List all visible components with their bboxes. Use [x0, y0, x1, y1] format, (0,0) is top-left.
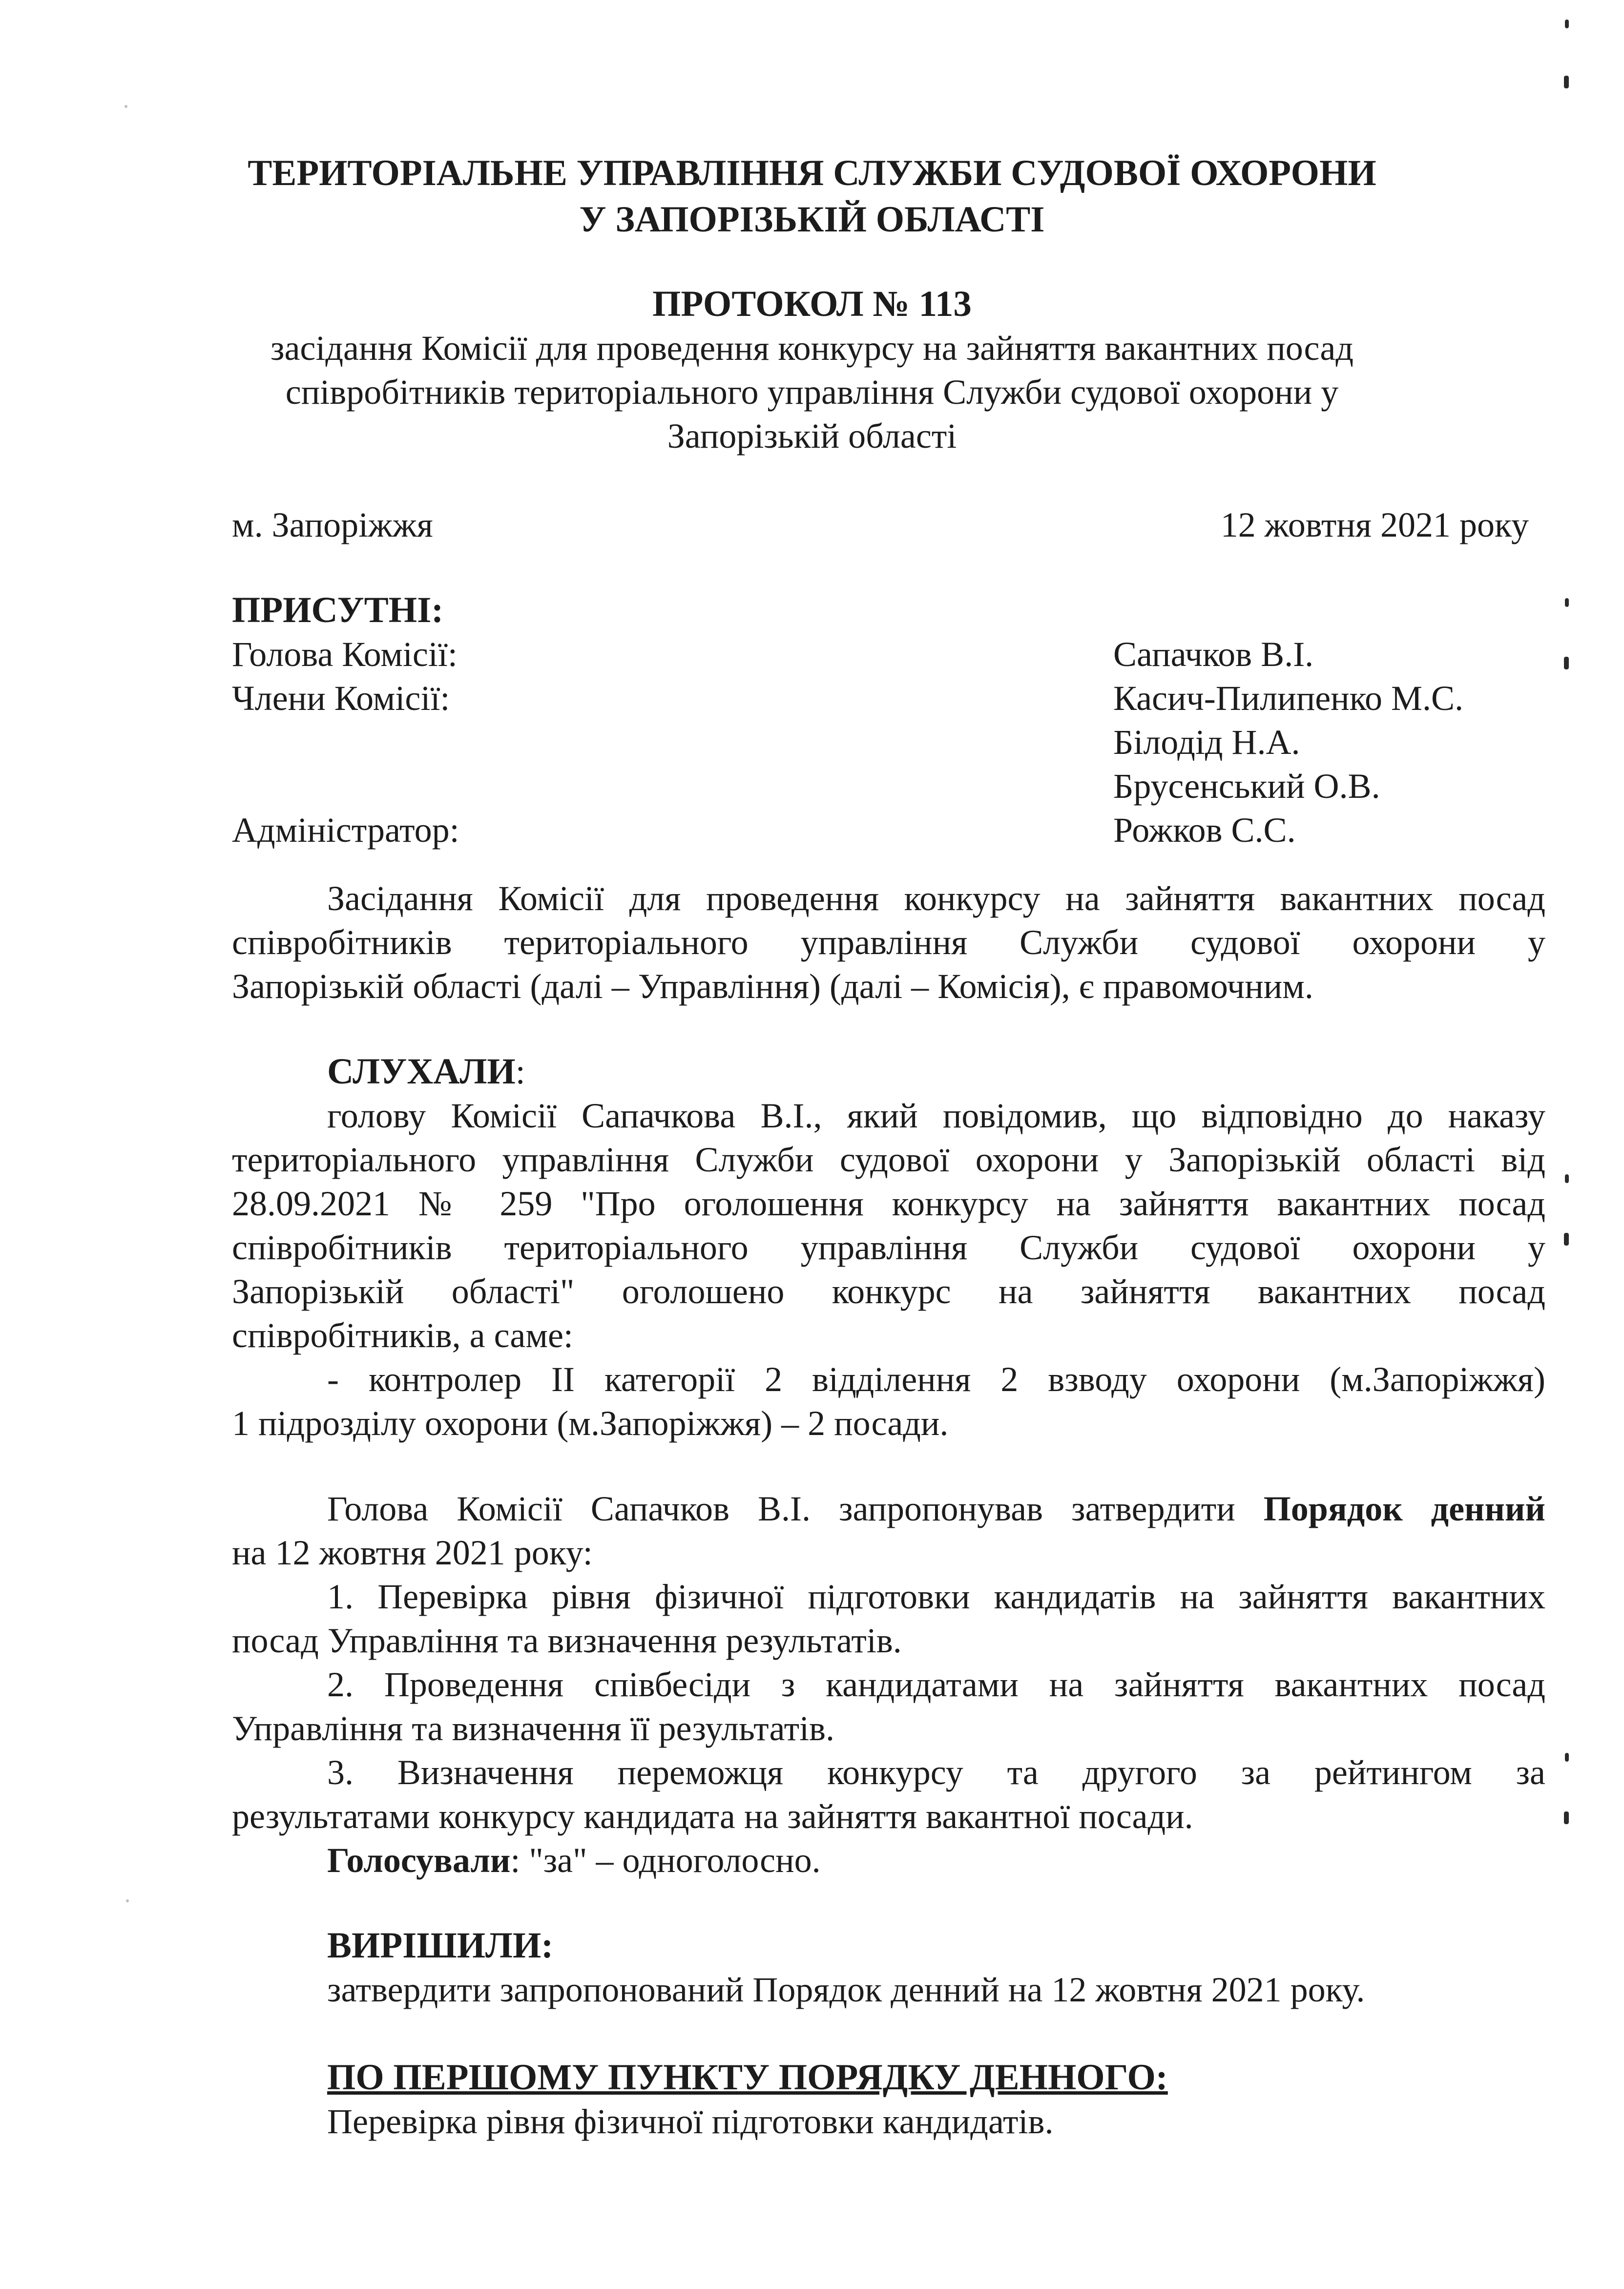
attendance-heading: ПРИСУТНІ: [232, 590, 444, 630]
quorum-line-2: співробітників територіального управління Служби судової охорони у [232, 923, 1545, 962]
heard-line-6: співробітників, а саме: [232, 1316, 573, 1355]
agenda-item-1-line-2: посад Управління та визначення результатів. [232, 1621, 902, 1660]
heard-line-5: Запорізькій області" оголошено конкурс на зайняття вакантних посад [232, 1272, 1545, 1311]
decided-text: затвердити запропонований Порядок денний на 12 жовтня 2021 року. [327, 1970, 1365, 2009]
vote-label: Голосували [327, 1841, 511, 1880]
heard-line-4: співробітників територіального управління Служби судової охорони у [232, 1228, 1545, 1267]
agenda-intro-line-1 [327, 1487, 1545, 1531]
org-title-line1: ТЕРИТОРІАЛЬНЕ УПРАВЛІННЯ СЛУЖБИ СУДОВОЇ ОХОРОНИ [248, 153, 1376, 193]
member-name-2: Білодід Н.А. [1113, 723, 1300, 762]
agenda-item-2-line-1: 2. Проведення співбесіди з кандидатами на зайняття вакантних посад [327, 1665, 1545, 1704]
scan-mark [1565, 1174, 1569, 1183]
agenda-item-2-line-2: Управління та визначення її результатів. [232, 1709, 835, 1748]
scan-mark [1564, 1233, 1569, 1246]
heard-line-3: 28.09.2021 № 259 "Про оголошення конкурсу на зайняття вакантних посад [232, 1184, 1545, 1223]
heard-line-1: голову Комісії Сапачкова В.І., який повідомив, що відповідно до наказу [327, 1096, 1545, 1135]
quorum-line-1: Засідання Комісії для проведення конкурсу на зайняття вакантних посад [327, 879, 1545, 918]
member-name-1: Касич-Пилипенко М.С. [1113, 679, 1464, 718]
vote-line [327, 1838, 821, 1882]
scan-mark [1564, 1811, 1569, 1824]
scan-speck [125, 105, 127, 108]
first-item-text: Перевірка рівня фізичної підготовки кандидатів. [327, 2102, 1054, 2141]
first-item-heading: ПО ПЕРШОМУ ПУНКТУ ПОРЯДКУ ДЕННОГО: [327, 2057, 1168, 2098]
admin-role: Адміністратор: [232, 811, 459, 850]
scan-mark [1564, 76, 1569, 88]
agenda-item-3-line-2: результатами конкурсу кандидата на зайняття вакантної посади. [232, 1797, 1193, 1836]
heard-heading-label: СЛУХАЛИ [327, 1051, 516, 1092]
heard-heading-colon: : [515, 1052, 525, 1091]
scan-mark [1565, 598, 1569, 607]
agenda-item-3-line-1: 3. Визначення переможця конкурсу та другого за рейтингом за [327, 1753, 1545, 1792]
chair-role: Голова Комісії: [232, 635, 458, 674]
scan-mark [1565, 20, 1569, 28]
decided-heading: ВИРІШИЛИ: [327, 1925, 554, 1966]
agenda-intro-bold: Порядок денний [1263, 1489, 1545, 1528]
heard-line-2: територіального управління Служби судової охорони у Запорізькій області від [232, 1140, 1545, 1179]
vote-result: : "за" – одноголосно. [510, 1841, 821, 1880]
scan-speck [126, 1899, 129, 1902]
agenda-intro-text: Голова Комісії Сапачков В.І. запропонував затвердити [327, 1489, 1264, 1528]
member-name-3: Брусенський О.В. [1113, 767, 1380, 806]
scan-mark [1564, 657, 1569, 669]
protocol-subtitle-line1: засідання Комісії для проведення конкурсу на зайняття вакантних посад [271, 329, 1353, 368]
protocol-subtitle-line3: Запорізькій області [667, 416, 957, 456]
chair-name: Сапачков В.І. [1113, 635, 1314, 674]
agenda-intro-line-2: на 12 жовтня 2021 року: [232, 1533, 593, 1572]
protocol-title: ПРОТОКОЛ № 113 [652, 284, 972, 324]
protocol-subtitle-line2: співробітників територіального управління Служби судової охорони у [285, 373, 1339, 412]
org-title-line2: У ЗАПОРІЗЬКІЙ ОБЛАСТІ [579, 199, 1045, 240]
agenda-item-1-line-1: 1. Перевірка рівня фізичної підготовки кандидатів на зайняття вакантних [327, 1577, 1545, 1616]
vacancy-item-line-2: 1 підрозділу охорони (м.Запоріжжя) – 2 посади. [232, 1404, 949, 1443]
scan-mark [1565, 1753, 1569, 1762]
meeting-date: 12 жовтня 2021 року [1220, 505, 1529, 544]
heard-heading [327, 1050, 525, 1094]
members-role: Члени Комісії: [232, 679, 450, 718]
vacancy-item-line-1: - контролер II категорії 2 відділення 2 взводу охорони (м.Запоріжжя) [327, 1360, 1545, 1399]
quorum-line-3: Запорізькій області (далі – Управління) (далі – Комісія), є правомочним. [232, 967, 1313, 1006]
admin-name: Рожков С.С. [1113, 811, 1296, 850]
meeting-city: м. Запоріжжя [232, 505, 433, 544]
